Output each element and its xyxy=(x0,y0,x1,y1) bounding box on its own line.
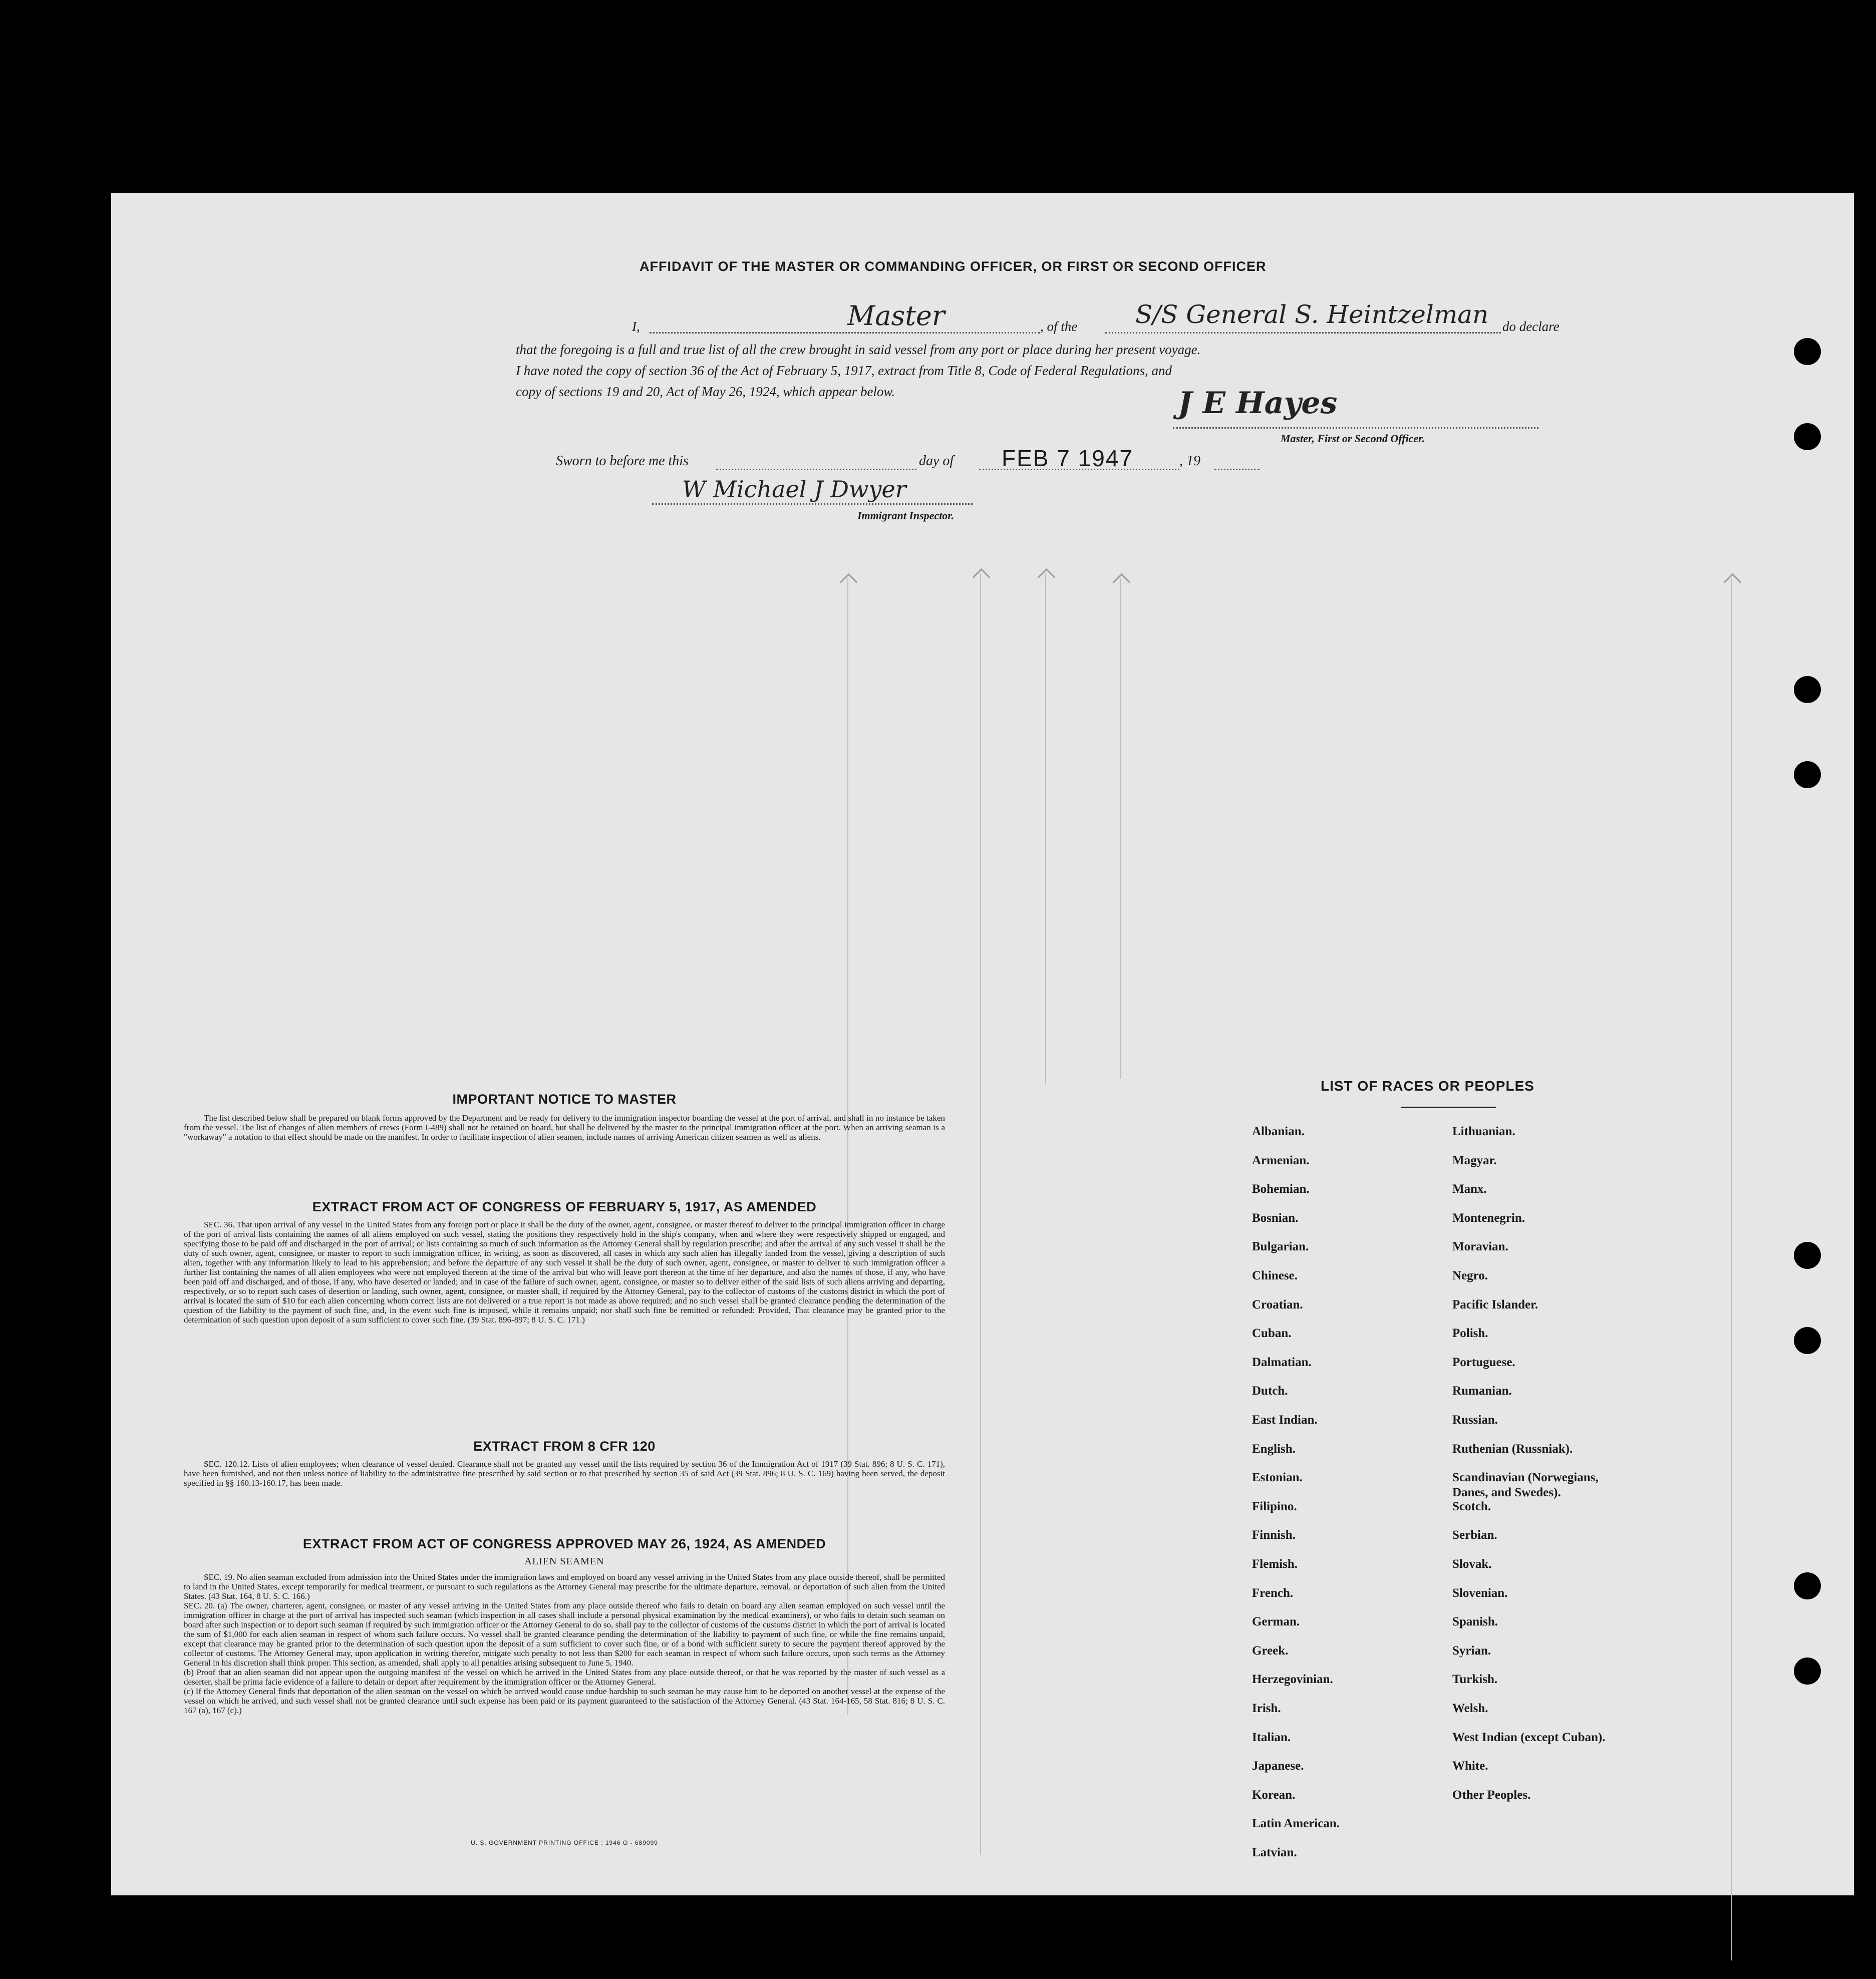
race-item: Scotch. xyxy=(1452,1500,1491,1513)
rank-field xyxy=(650,300,1040,334)
race-item: East Indian. xyxy=(1252,1413,1318,1427)
extract-1917-section xyxy=(184,1199,945,1325)
binder-hole-6 xyxy=(1794,1327,1821,1354)
race-item: Ruthenian (Russniak). xyxy=(1452,1442,1573,1456)
extract-1917-text: SEC. 36. That upon arrival of any vessel in the United States from any foreign port or place it shall be the duty of the owner, agent, consignee, or master thereof to deliver to the principal immigration officer in charge of the port of arrival lists containing the names of all aliens employed on such vessel, stating the positions they respectively hold in the ship's company, when and where they were respectively shipped or engaged, and specifying those to be paid off and discharged in the port of arrival; or lists containing so much of such information as the Attorney General shall by regulation prescribe; and after the arrival of any such vessel it shall be the duty of such owner, agent, consignee, or master to report to such immigration officer, in writing, as soon as discovered, all cases in which any such alien has illegally landed from the vessel, giving a description of such alien, together with any information likely to lead to his apprehension; and before the departure of any such vessel it shall be the duty of such owner, agent, consignee, or master to deliver to such immigration officer a further list containing the names of all alien employees who were not employed thereon at the time of the arrival but who will leave port thereon at the time of her departure, and also the names of those, if any, who have been paid off and discharged, and of those, if any, who have deserted or landed; and in case of the failure of such owner, agent, consignee, or master so to deliver either of the said lists of such aliens arriving and departing, respectively, or so to report such cases of desertion or landing, such owner, agent, consignee, or master shall, if required by the Attorney General, pay to the collector of customs of the customs district in which the port of arrival is located the sum of $10 for each alien concerning whom correct lists are not delivered or a true report is not made as above required; and no such vessel shall be granted clearance pending the determination of the question of the liability to the payment of such fine, and, in the event such fine is imposed, while it remains unpaid; nor shall such fine be remitted or refunded: Provided, That clearance may be granted prior to the determination of such question upon deposit of a sum sufficient to cover such fine. (39 Stat. 896-897; 8 U. S. C. 171.) xyxy=(184,1220,945,1325)
binder-hole-8 xyxy=(1794,1658,1821,1685)
extract-1924-text: SEC. 19. No alien seaman excluded from admission into the United States under the immigration laws and employed on board any vessel arriving in the United States from any place outside thereof, shall be permitted to land in the United States, except temporarily for medical treatment, or pursuant to such regulations as the Attorney General may prescribe for the ultimate departure, removal, or deportation of such alien from the United States. (43 Stat. 164, 8 U. S. C. 166.) SEC. 20. (a) The owner, charterer, agent, consignee, or master of any vessel arriving in the United States from any place outside thereof who fails to detain on board any alien seaman employed on such vessel until the immigration officer in charge at the port of arrival has inspected such seaman (which inspection in all cases shall include a personal physical examination by the medical examiners), or who fails to detain such seaman on board after such inspection or to deport such seaman if required by such immigration officer or the Attorney General to do so, shall pay to the collector of customs of the customs district in which the port of arrival is located the sum of $1,000 for each alien seaman in respect of whom such failure occurs. No vessel shall be granted clearance pending the determination of the liability to payment of such fine, or while the fine remains unpaid, except that clearance may be granted prior to the determination of such question upon the deposit of a sum sufficient to cover such fine, or of a bond with sufficient surety to secure the payment thereof approved by the collector of customs. The Attorney General may, upon application in writing therefor, mitigate such penalty to not less than $200 for each seaman in respect of whom such failure occurs, upon such terms as the Attorney General in his discretion shall think proper. This section, as amended, shall apply to all penalties arising subsequent to June 5, 1940. (b) Proof that an alien seaman did not appear upon the outgoing manifest of the vessel on which he arrived in the United States from any place outside thereof, or that he was reported by the master of such vessel as a deserter, shall be prima facie evidence of a failure to detain or deport after requirement by the immigration officer or the Attorney General. (c) If the Attorney General finds that deportation of the alien seaman on the vessel on which he arrived would cause undue hardship to such seaman he may cause him to be deported on another vessel at the expense of the vessel on which he arrived, and such vessel shall not be granted clearance until such expense has been paid or its payment guaranteed to the satisfaction of the Attorney General. (43 Stat. 164-165, 58 Stat. 816; 8 U. S. C. 167 (a), 167 (c).) xyxy=(184,1572,945,1715)
race-item: Syrian. xyxy=(1452,1644,1491,1658)
race-item: White. xyxy=(1452,1759,1488,1773)
affidavit-title: AFFIDAVIT OF THE MASTER OR COMMANDING OFFICER, OR FIRST OR SECOND OFFICER xyxy=(640,259,1267,274)
race-item: Portuguese. xyxy=(1452,1356,1515,1369)
race-item: Bulgarian. xyxy=(1252,1240,1309,1253)
master-signature: J E Hayes xyxy=(1178,386,1338,421)
bleed-arrow-4 xyxy=(1113,573,1130,591)
race-item: Slovak. xyxy=(1452,1557,1492,1571)
bleed-arrow-2 xyxy=(973,568,990,586)
binder-hole-7 xyxy=(1794,1572,1821,1599)
bleed-line-5 xyxy=(1731,578,1732,1960)
extract-cfr-section xyxy=(184,1439,945,1488)
race-item: Negro. xyxy=(1452,1269,1488,1282)
comma-19-label: , 19 xyxy=(1179,453,1200,469)
rank-handwritten: Master xyxy=(847,300,945,332)
binder-hole-2 xyxy=(1794,423,1821,450)
affidavit-line-4: copy of sections 19 and 20, Act of May 26, 1924, which appear below. xyxy=(516,384,895,399)
race-item: Polish. xyxy=(1452,1327,1488,1340)
race-item: English. xyxy=(1252,1442,1296,1456)
printer-imprint: U. S. GOVERNMENT PRINTING OFFICE : 1946 O - 689099 xyxy=(471,1839,658,1846)
extract-1924-subtitle: ALIEN SEAMEN xyxy=(524,1556,604,1567)
race-item: Lithuanian. xyxy=(1452,1125,1515,1138)
race-item: Pacific Islander. xyxy=(1452,1298,1538,1311)
bleed-line-4 xyxy=(1120,578,1121,1079)
document-page xyxy=(111,193,1854,1895)
year-field xyxy=(1214,451,1260,470)
race-item: Cuban. xyxy=(1252,1327,1292,1340)
notice-section xyxy=(184,1092,945,1142)
race-item: German. xyxy=(1252,1615,1300,1628)
race-item: Dalmatian. xyxy=(1252,1356,1312,1369)
race-item: Latvian. xyxy=(1252,1846,1297,1859)
signer-title: Master, First or Second Officer. xyxy=(1281,432,1425,445)
race-item: Greek. xyxy=(1252,1644,1289,1658)
race-item: Magyar. xyxy=(1452,1154,1497,1167)
bleed-arrow-1 xyxy=(840,573,857,591)
extract-1917-title: EXTRACT FROM ACT OF CONGRESS OF FEBRUARY 5, 1917, AS AMENDED xyxy=(312,1199,817,1214)
date-stamp: FEB 7 1947 xyxy=(1002,445,1133,471)
race-item: Rumanian. xyxy=(1452,1384,1512,1398)
race-item: Croatian. xyxy=(1252,1298,1303,1311)
vessel-field xyxy=(1105,300,1501,334)
do-declare-label: do declare xyxy=(1502,319,1559,334)
race-item: Montenegrin. xyxy=(1452,1211,1525,1225)
race-item: Serbian. xyxy=(1452,1528,1497,1542)
race-item: Finnish. xyxy=(1252,1528,1296,1542)
race-item: Turkish. xyxy=(1452,1673,1498,1686)
extract-cfr-title: EXTRACT FROM 8 CFR 120 xyxy=(473,1439,656,1454)
race-item: Dutch. xyxy=(1252,1384,1288,1398)
race-item: Japanese. xyxy=(1252,1759,1304,1773)
extract-1924-section xyxy=(184,1536,945,1715)
bleed-line-3 xyxy=(1045,573,1046,1084)
race-item: Manx. xyxy=(1452,1182,1487,1196)
race-item: Scandinavian (Norwegians, Danes, and Swedes). xyxy=(1452,1471,1599,1499)
binder-hole-1 xyxy=(1794,338,1821,365)
race-item: Korean. xyxy=(1252,1788,1296,1802)
races-title: LIST OF RACES OR PEOPLES xyxy=(1321,1078,1534,1094)
binder-hole-4 xyxy=(1794,761,1821,788)
race-item: Armenian. xyxy=(1252,1154,1310,1167)
race-item: Herzegovinian. xyxy=(1252,1673,1333,1686)
race-item: Estonian. xyxy=(1252,1471,1303,1484)
binder-hole-5 xyxy=(1794,1242,1821,1269)
notice-text: The list described below shall be prepared on blank forms approved by the Department and be ready for delivery to the immigration inspector boarding the vessel at the port of arrival, and shall in no instance be taken from the vessel. The list of changes of alien members of crews (Form I-489) shall not be retained on board, but shall be delivered by the master to the principal immigration officer at the port. When an arriving seaman is a "workaway" a notation to that effect should be made on the manifest. In order to facilitate inspection of alien seamen, include names of arriving American citizen seamen as well as aliens. xyxy=(184,1113,945,1142)
day-of-label: day of xyxy=(919,453,954,469)
date-field xyxy=(979,446,1179,470)
race-item: Moravian. xyxy=(1452,1240,1508,1253)
bleed-arrow-5 xyxy=(1724,573,1741,591)
bleed-line-2 xyxy=(980,573,981,1855)
race-item: Italian. xyxy=(1252,1731,1291,1744)
race-item: Welsh. xyxy=(1452,1702,1488,1715)
sworn-label: Sworn to before me this xyxy=(556,453,689,469)
race-item: Chinese. xyxy=(1252,1269,1298,1282)
race-item: West Indian (except Cuban). xyxy=(1452,1731,1606,1744)
inspector-signature: W Michael J Dwyer xyxy=(682,476,906,503)
race-item: Spanish. xyxy=(1452,1615,1498,1628)
binder-hole-3 xyxy=(1794,676,1821,703)
vessel-handwritten: S/S General S. Heintzelman xyxy=(1135,300,1489,329)
race-item: Filipino. xyxy=(1252,1500,1297,1513)
race-item: Flemish. xyxy=(1252,1557,1298,1571)
race-item: Other Peoples. xyxy=(1452,1788,1531,1802)
extract-cfr-text: SEC. 120.12. Lists of alien employees; when clearance of vessel denied. Clearance shall not be granted any vessel until the lists required by section 36 of the Immigration Act of 1917 (39 Stat. 896; 8 U. S. C. 171), have been furnished, and not then unless notice of liability to the administrative fine prescribed by said section or to that prescribed by section 35 of said Act (39 Stat. 896; 8 U. S. C. 169) having been served, the deposit specified in §§ 160.13-160.17, has been made. xyxy=(184,1459,945,1488)
race-item: Bosnian. xyxy=(1252,1211,1299,1225)
race-item: Bohemian. xyxy=(1252,1182,1310,1196)
races-title-rule xyxy=(1401,1107,1496,1108)
sworn-day-field xyxy=(716,451,916,470)
affidavit-line-2: that the foregoing is a full and true list of all the crew brought in said vessel from any port or place during her present voyage. xyxy=(516,342,1201,357)
of-the-label: , of the xyxy=(1040,319,1078,334)
race-item: Irish. xyxy=(1252,1702,1281,1715)
affidavit-line-3: I have noted the copy of section 36 of the Act of February 5, 1917, extract from Title 8, Code of Federal Regulations, and xyxy=(516,363,1172,378)
race-item: French. xyxy=(1252,1586,1294,1600)
race-item: Slovenian. xyxy=(1452,1586,1508,1600)
race-item: Albanian. xyxy=(1252,1125,1305,1138)
extract-1924-title: EXTRACT FROM ACT OF CONGRESS APPROVED MAY 26, 1924, AS AMENDED xyxy=(302,1536,826,1551)
affidavit-i-prefix: I, xyxy=(632,319,640,334)
bleed-arrow-3 xyxy=(1038,568,1055,586)
inspector-title: Immigrant Inspector. xyxy=(857,509,955,522)
race-item: Russian. xyxy=(1452,1413,1498,1427)
race-item: Latin American. xyxy=(1252,1817,1340,1830)
notice-title: IMPORTANT NOTICE TO MASTER xyxy=(452,1092,677,1107)
